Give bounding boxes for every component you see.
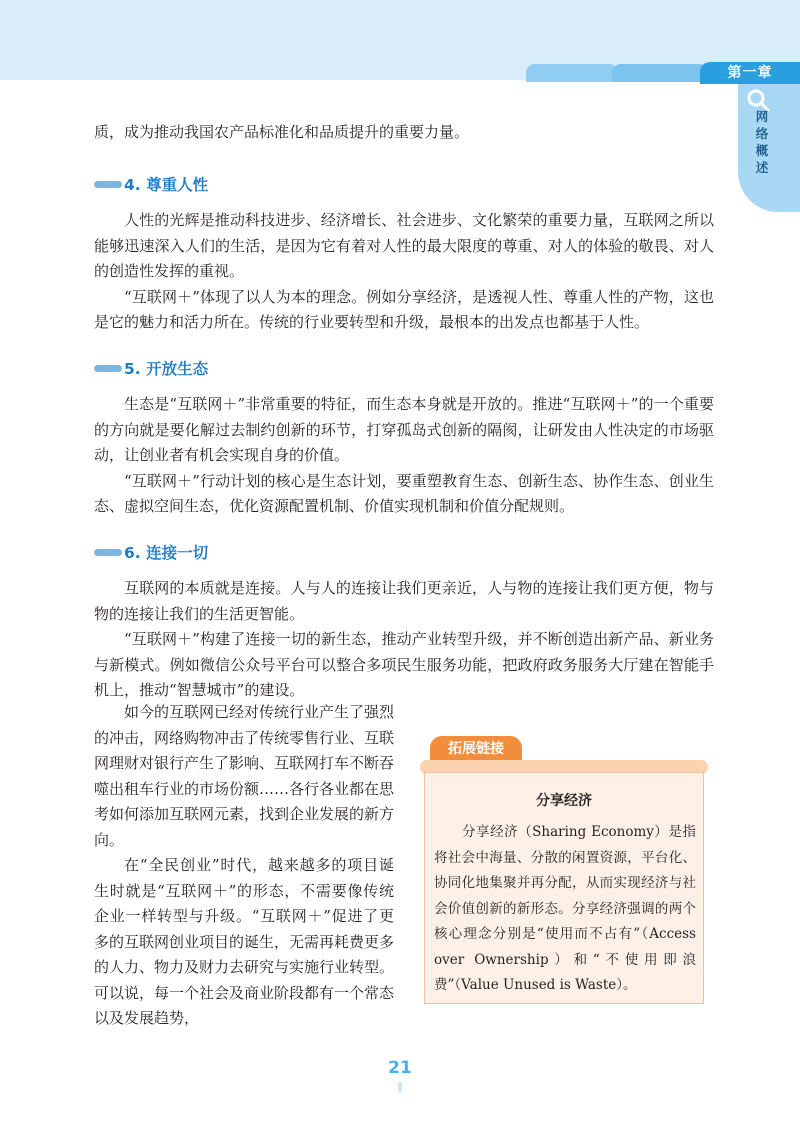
paragraph: 生态是“互联网＋”非常重要的特征，而生态本身就是开放的。推进“互联网＋”的一个重要的方向就是要化解过去制约创新的环节，打穿孤岛式创新的隔阂，让研发由人性决定的市场驱动，让创业者有机会实现自身的价值。 [94, 395, 714, 464]
section-body [94, 208, 714, 336]
side-char: 概 [755, 143, 769, 158]
side-chapter-title [754, 108, 770, 176]
section-body [94, 576, 714, 704]
heading-bar [94, 181, 122, 188]
section-heading [94, 173, 208, 195]
intro-text [94, 120, 714, 146]
side-char: 络 [755, 126, 769, 141]
paragraph: 互联网的本质就是连接。人与人的连接让我们更亲近，人与物的连接让我们更方便，物与物的连接让我们的生活更智能。 [94, 579, 714, 623]
page-number-tick [398, 1082, 402, 1092]
paragraph: 质，成为推动我国农产品标准化和品质提升的重要力量。 [94, 123, 470, 141]
side-char: 述 [755, 160, 769, 175]
header-tab-1 [526, 64, 618, 82]
chapter-tab: 第一章 [700, 62, 800, 84]
paragraph: “互联网＋”构建了连接一切的新生态，推动产业转型升级，并不断创造出新产品、新业务与新模式。例如微信公众号平台可以整合多项民生服务功能，把政府政务服务大厅建在智能手机上，推动“智慧城市”的建设。 [94, 630, 714, 699]
section-title: 6. 连接一切 [124, 544, 209, 562]
section-title: 5. 开放生态 [124, 360, 209, 378]
extension-box-text [434, 820, 696, 999]
paragraph: “互联网＋”行动计划的核心是生态计划，要重塑教育生态、创新生态、协作生态、创业生态、虚拟空间生态，优化资源配置机制、价值实现机制和价值分配规则。 [94, 471, 714, 515]
section-heading [94, 541, 208, 563]
paragraph: 如今的互联网已经对传统行业产生了强烈的冲击，网络购物冲击了传统零售行业、互联网理财对银行产生了影响、互联网打车不断吞噬出租车行业的市场份额……各行各业都在思考如何添加互联网元素，找到企业发展的新方向。 [94, 703, 395, 849]
extension-box-title: 分享经济 [536, 793, 592, 809]
section-body [94, 392, 714, 520]
paragraph: 在“全民创业”时代，越来越多的项目诞生时就是“互联网＋”的形态，不需要像传统企业一样转型与升级。“互联网＋”促进了更多的互联网创业项目的诞生，无需再耗费更多的人力、物力及财力去研究与实施行业转型。可以说，每一个社会及商业阶段都有一个常态以及发展趋势， [94, 856, 395, 1027]
section-heading [94, 357, 208, 379]
extension-link-label: 拓展链接 [430, 736, 522, 762]
page-number: 21 [388, 1058, 412, 1078]
header-tab-2 [612, 64, 708, 82]
side-char: 网 [755, 109, 769, 124]
paragraph: “互联网＋”体现了以人为本的理念。例如分享经济，是透视人性、尊重人性的产物，这也是它的魅力和活力所在。传统的行业要转型和升级，最根本的出发点也都基于人性。 [94, 287, 714, 331]
paragraph: 人性的光辉是推动科技进步、经济增长、社会进步、文化繁荣的重要力量，互联网之所以能够迅速深入人们的生活，是因为它有着对人性的最大限度的尊重、对人的体验的敬畏、对人的创造性发挥的重视。 [94, 211, 714, 280]
section-title: 4. 尊重人性 [124, 176, 209, 194]
section-body-narrow [94, 700, 394, 1032]
paragraph: 分享经济（Sharing Economy）是指将社会中海量、分散的闲置资源，平台化、协同化地集聚并再分配，从而实现经济与社会价值创新的新形态。分享经济强调的两个核心理念分别是“使用而不占有”（Access over Ownership）和“不使用即浪费”（Value Unused is Waste）。 [434, 824, 696, 993]
heading-bar [94, 549, 122, 556]
heading-bar [94, 365, 122, 372]
